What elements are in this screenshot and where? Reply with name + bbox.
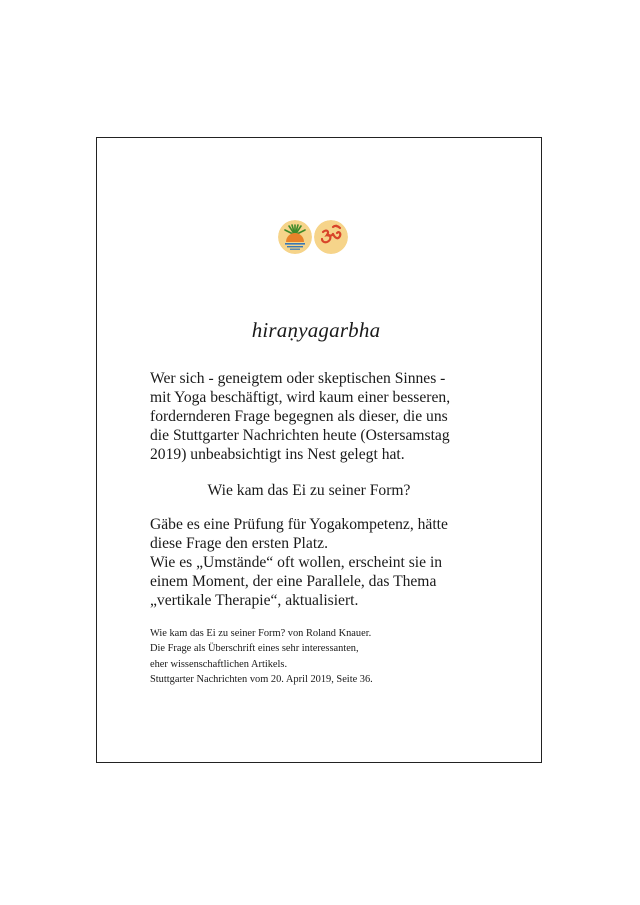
paragraph-line: fordernderen Frage begegnen als dieser, die uns (150, 408, 448, 425)
page-title (0, 318, 640, 343)
paragraph-line: mit Yoga beschäftigt, wird kaum einer besseren, (150, 389, 451, 406)
om-symbol-logo (314, 220, 348, 254)
note-line: Stuttgarter Nachrichten vom 20. April 2019, Seite 36. (150, 673, 373, 685)
note-line: eher wissenschaftlichen Artikels. (150, 658, 288, 670)
note-line: Wie kam das Ei zu seiner Form? von Roland Knauer. (150, 628, 372, 639)
intro-paragraph (150, 369, 490, 464)
paragraph-line: Wie es „Umstände“ oft wollen, erscheint sie in (150, 554, 443, 571)
paragraph-line: „vertikale Therapie“, aktualisiert. (150, 592, 359, 609)
second-paragraph (150, 515, 490, 610)
question-text: Wie kam das Ei zu seiner Form? (207, 482, 411, 499)
paragraph-line: die Stuttgarter Nachrichten heute (Ostersamstag (150, 427, 450, 444)
paragraph-line: 2019) unbeabsichtigt ins Nest gelegt hat. (150, 446, 405, 463)
paragraph-line: diese Frage den ersten Platz. (150, 535, 328, 552)
title-text: hiraṇyagarbha (251, 318, 381, 342)
paragraph-line: Gäbe es eine Prüfung für Yogakompetenz, hätte (150, 516, 448, 533)
central-question (0, 481, 640, 500)
logo-group (278, 220, 350, 256)
paragraph-line: Wer sich - geneigtem oder skeptischen Sinnes - (150, 370, 446, 387)
paragraph-line: einem Moment, der eine Parallele, das Thema (150, 573, 437, 590)
source-note (150, 626, 450, 687)
note-line: Die Frage als Überschrift eines sehr interessanten, (150, 643, 359, 655)
sun-lotus-logo (278, 220, 312, 254)
